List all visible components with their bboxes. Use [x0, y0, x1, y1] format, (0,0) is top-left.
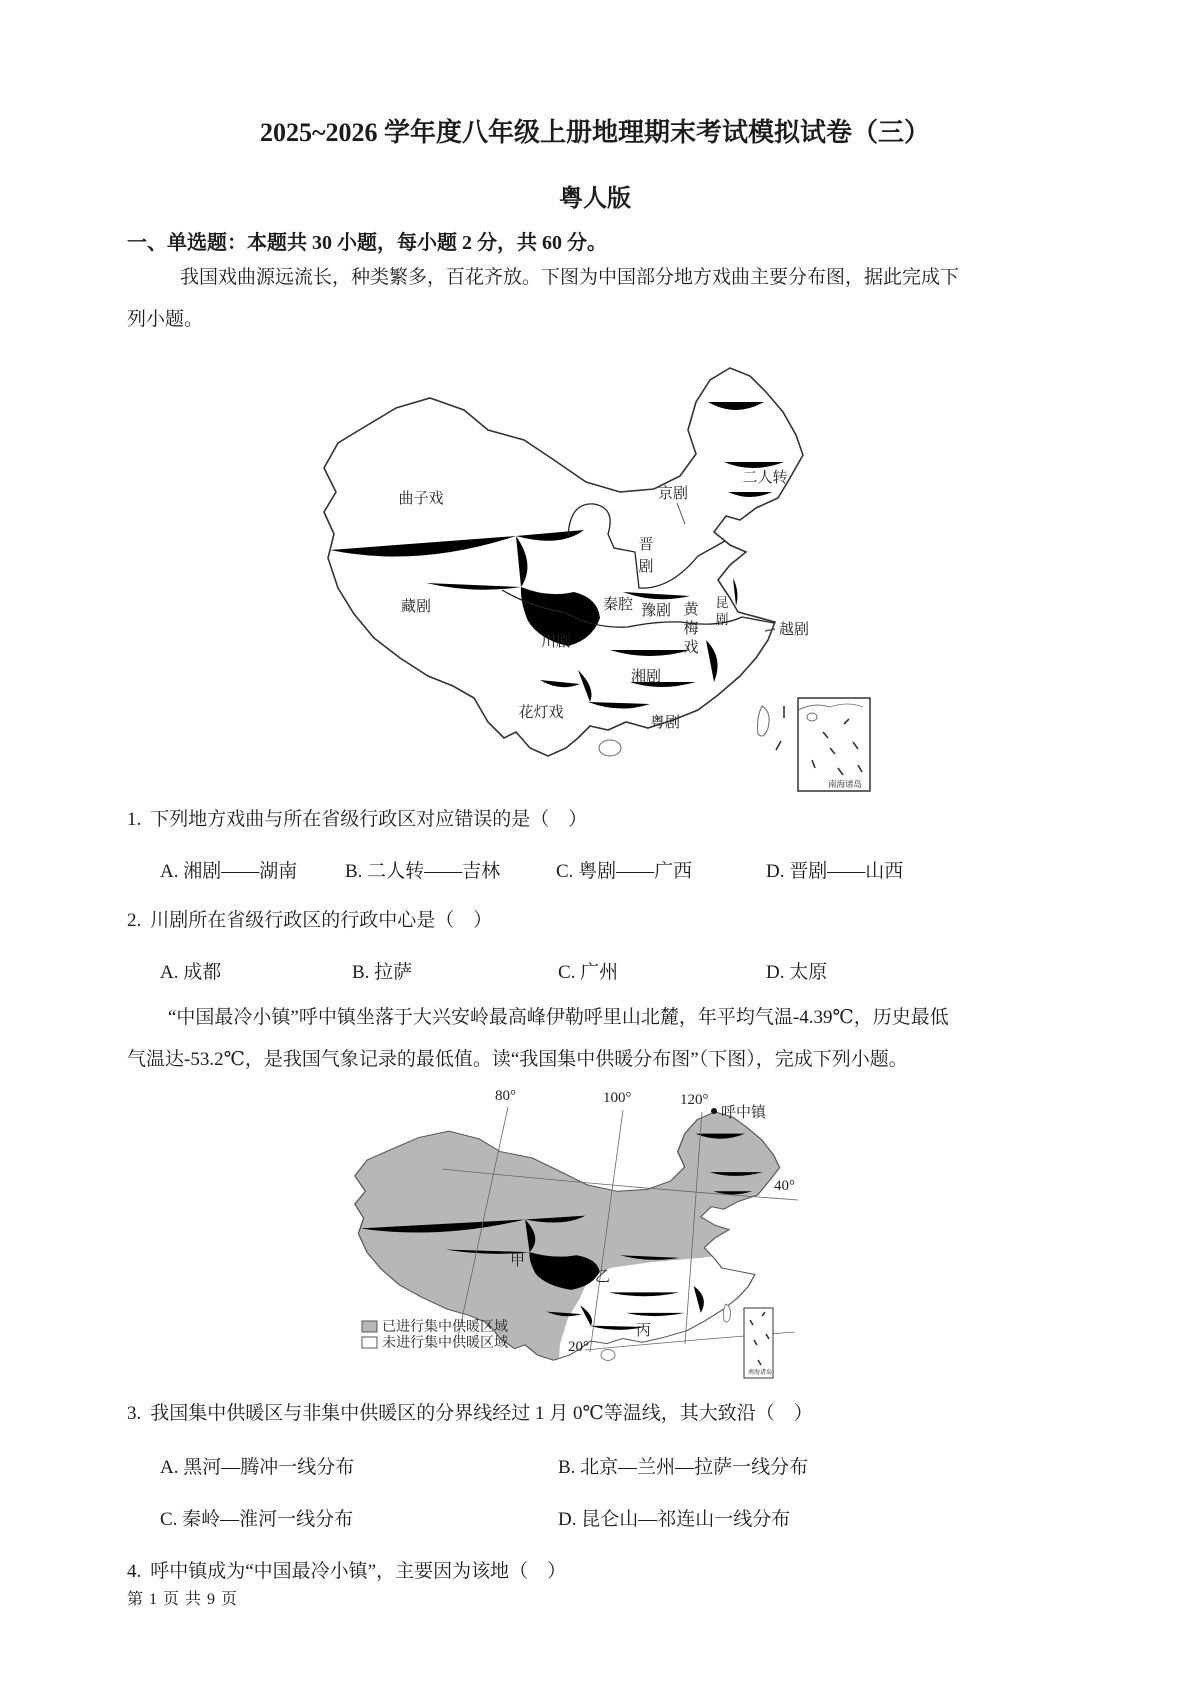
- map1-label-huangmeixi-3: 戏: [683, 640, 699, 656]
- q2-option-b: B. 拉萨: [352, 962, 413, 983]
- q4-number: 4.: [127, 1561, 142, 1582]
- map1-label-huangmeixi-2: 梅: [683, 621, 699, 637]
- map2-town-label: 呼中镇: [721, 1105, 767, 1121]
- map1-label-xiangju: 湘剧: [630, 669, 662, 685]
- q4-text: 呼中镇成为“中国最冷小镇”，主要因为该地（ ）: [150, 1561, 567, 1582]
- map1-label-yuju: 豫剧: [640, 603, 672, 619]
- map1-label-jinju-1: 晋: [638, 537, 654, 553]
- map1-label-quzixi: 曲子戏: [398, 491, 444, 507]
- map2-lat20: 20°: [568, 1339, 589, 1355]
- intro2-line1: “中国最冷小镇”呼中镇坐落于大兴安岭最高峰伊勒呼里山北麓，年平均气温-4.39℃，历史最低: [168, 1007, 949, 1028]
- map1-inset-caption: 南海诸岛: [828, 779, 863, 789]
- map2-taiwan: [723, 1304, 730, 1322]
- q3-text: 我国集中供暖区与非集中供暖区的分界线经过 1 月 0℃等温线，其大致沿（ ）: [150, 1403, 813, 1424]
- map1-label-zangju: 藏剧: [400, 599, 432, 615]
- q3-option-c: C. 秦岭—淮河一线分布: [160, 1509, 354, 1530]
- section-heading: 一、单选题：本题共 30 小题，每小题 2 分，共 60 分。: [127, 232, 607, 254]
- map1-label-kunju-2: 剧: [715, 612, 729, 627]
- q2-text: 川剧所在省级行政区的行政中心是（ ）: [150, 910, 493, 931]
- opera-distribution-map: [278, 340, 876, 798]
- q3-number: 3.: [127, 1403, 142, 1424]
- question-3: [127, 1398, 813, 1425]
- q2-option-a: A. 成都: [160, 962, 222, 983]
- q3-option-b: B. 北京—兰州—拉萨一线分布: [558, 1457, 809, 1478]
- sea-dash: [776, 741, 781, 750]
- map2-lon120: 120°: [680, 1092, 709, 1108]
- question-1: [127, 804, 587, 831]
- map2-region-jia: 甲: [510, 1253, 526, 1269]
- map2-lon80: 80°: [495, 1088, 516, 1104]
- map1-label-huangmeixi-1: 黄: [683, 602, 699, 618]
- map1-label-chuanju: 川剧: [540, 634, 572, 650]
- map2-hainan: [601, 1350, 615, 1361]
- map1-label-yueju-gd: 粤剧: [649, 715, 681, 731]
- intro2-line2: 气温达-53.2℃，是我国气象记录的最低值。读“我国集中供暖分布图”（下图），完成下列小题。: [127, 1049, 908, 1070]
- map1-label-errenzhuan: 二人转: [742, 470, 788, 486]
- legend-swatch-unheated: [362, 1337, 377, 1348]
- intro1-line1: 我国戏曲源远流长，种类繁多，百花齐放。下图为中国部分地方戏曲主要分布图，据此完成下: [180, 267, 960, 288]
- q1-option-a: A. 湘剧——湖南: [160, 861, 298, 882]
- map2-inset-south-china-sea: [744, 1308, 773, 1378]
- map1-label-qinqiang: 秦腔: [602, 597, 634, 613]
- page-title: 2025~2026 学年度八年级上册地理期末考试模拟试卷（三）: [259, 118, 931, 147]
- map1-label-kunju-1: 昆: [715, 595, 729, 610]
- legend-swatch-heated: [362, 1321, 377, 1332]
- intro1-line2: 列小题。: [127, 309, 204, 330]
- edition-subtitle: 粤人版: [559, 186, 631, 212]
- map1-label-huadengxi: 花灯戏: [518, 705, 564, 721]
- map2-lat40: 40°: [774, 1178, 795, 1194]
- map1-label-jingju: 京剧: [657, 486, 689, 502]
- map1-inset-south-china-sea: [798, 698, 870, 791]
- map2-lon100: 100°: [603, 1090, 632, 1106]
- hainan-island: [599, 740, 621, 756]
- map1-label-yueju: 越剧: [778, 622, 810, 638]
- q3-option-a: A. 黑河—腾冲一线分布: [160, 1457, 355, 1478]
- q2-number: 2.: [127, 910, 142, 931]
- map2-legend: [362, 1318, 508, 1351]
- q3-option-d: D. 昆仑山—祁连山一线分布: [558, 1509, 791, 1530]
- q2-option-c: C. 广州: [558, 962, 619, 983]
- q1-text: 下列地方戏曲与所在省级行政区对应错误的是（ ）: [150, 809, 588, 830]
- china-outline: [324, 368, 803, 756]
- map1-label-jinju-2: 剧: [638, 559, 654, 575]
- map2-inset-caption: 南海诸岛: [748, 1370, 773, 1376]
- huzhong-town-dot: [711, 1108, 717, 1114]
- q1-option-c: C. 粤剧——广西: [556, 861, 693, 882]
- page-footer: 第 1 页 共 9 页: [127, 1591, 239, 1608]
- q1-option-d: D. 晋剧——山西: [766, 861, 904, 882]
- map2-region-bing: 丙: [636, 1323, 652, 1339]
- q2-option-d: D. 太原: [766, 962, 828, 983]
- central-heating-map: [340, 1082, 802, 1384]
- question-2: [127, 905, 492, 932]
- legend-label-heated: 已进行集中供暖区域: [382, 1320, 508, 1335]
- map2-region-yi: 乙: [595, 1269, 611, 1285]
- taiwan-island: [758, 706, 770, 736]
- legend-label-unheated: 未进行集中供暖区域: [382, 1336, 508, 1351]
- q1-number: 1.: [127, 809, 142, 830]
- question-4: [127, 1556, 566, 1583]
- q1-option-b: B. 二人转——吉林: [345, 861, 501, 882]
